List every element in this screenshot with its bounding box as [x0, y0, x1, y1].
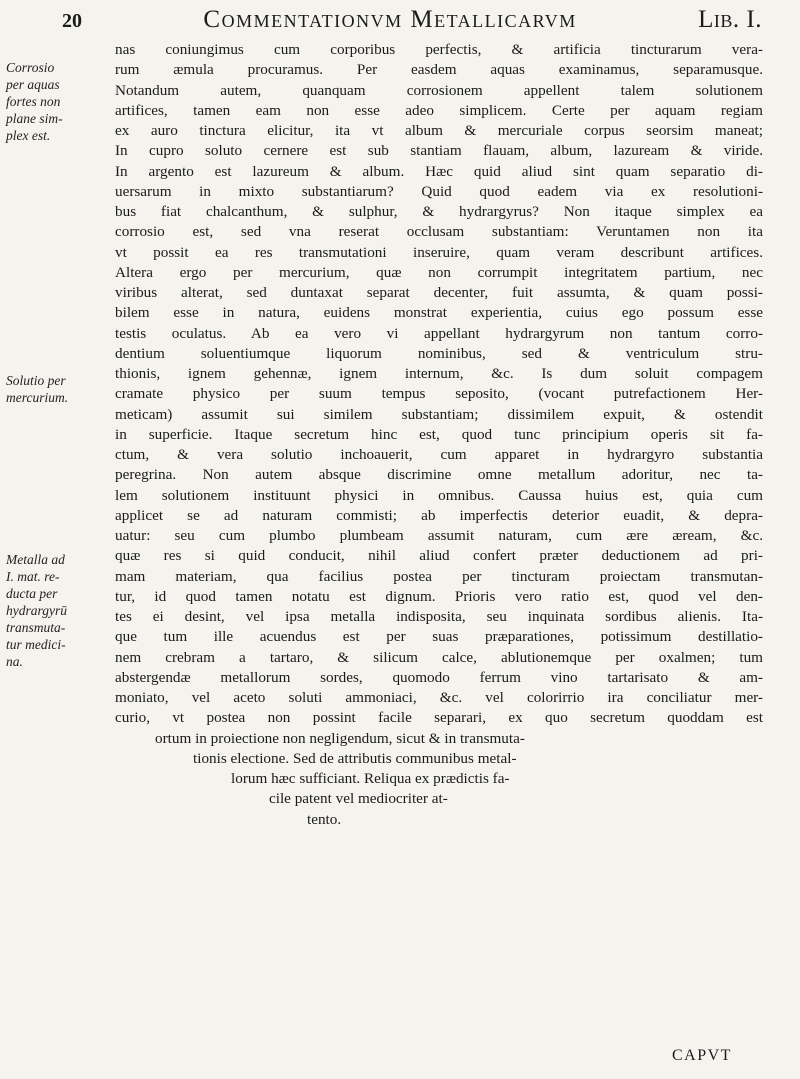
margin-note-line: ducta per — [6, 586, 58, 601]
margin-note-corrosion — [6, 59, 110, 144]
text-line: vt possit ea res transmutationi inseruire, quam veram describunt artifices. — [115, 243, 763, 261]
text-line: tur, id quod tamen notatu est dignum. Prioris vero ratio est, quod vel den- — [115, 587, 763, 605]
margin-note-line: I. mat. re- — [6, 569, 60, 584]
text-line: Notandum autem, quanquam corrosionem appellent talem solutionem — [115, 81, 763, 99]
text-line: testis oculatus. Ab ea vero vi appellant hydrargyrum non tantum corro- — [115, 324, 763, 342]
book-label: Lib. I. — [698, 6, 762, 33]
margin-note-line: Corrosio — [6, 60, 55, 75]
margin-note-line: mercurium. — [6, 390, 69, 405]
text-line: tes ei desint, vel ipsa metalla indisposita, seu inquinata sordibus alienis. Ita- — [115, 608, 763, 625]
margin-note-line: per aquas — [6, 77, 60, 92]
text-line: tento. — [307, 810, 342, 828]
text-line: meticam) assumit sui similem substantiam; dissimilem expuit, & ostendit — [115, 405, 763, 423]
text-line: cile patent vel mediocriter at- — [269, 790, 448, 808]
text-line: peregrina. Non autem absque discrimine omne metallum adoritur, nec ta- — [115, 466, 763, 484]
text-line: ctum, & vera solutio inchoauerit, cum apparet in hydrargyro substantia — [115, 446, 763, 463]
text-line: mam materiam, qua facilius postea per tincturam proiectam transmutan- — [115, 567, 763, 585]
margin-note-line: plane sim- — [6, 111, 63, 126]
page-number: 20 — [62, 10, 82, 32]
running-title: Commentationvm Metallicarvm — [203, 6, 577, 33]
margin-note-line: na. — [6, 654, 23, 669]
margin-note-line: hydrargyrū — [6, 603, 67, 618]
text-line: bilem esse in natura, euidens monstrat experientia, cuius ego possum esse — [115, 304, 763, 322]
margin-note-line: transmuta- — [6, 620, 66, 635]
margin-note-line: Metalla ad — [6, 552, 65, 567]
text-line: nem crebram a tartaro, & silicum calce, ablutionemque per oxalmen; tum — [115, 648, 763, 666]
text-line: ex auro tinctura elicitur, ita vt album & mercuriale corpus seorsim maneat; — [115, 122, 763, 139]
text-line: lem solutionem instituunt physici in omnibus. Caussa huius est, quia cum — [115, 486, 763, 504]
text-line: ortum in proiectione non negligendum, sicut & in transmuta- — [155, 729, 525, 747]
text-line: uersarum in mixto substantiarum? Quid quod eadem via ex resolutioni- — [115, 182, 763, 200]
text-line: uatur: seu cum plumbo plumbeam assumit naturam, cum ære æream, &c. — [115, 527, 763, 544]
text-line: moniato, vel aceto soluti ammoniaci, &c. vel colorirrio ira conciliatur mer- — [115, 689, 763, 706]
text-line: quæ res si quid conducit, nihil aliud confert præter deductionem ad pri- — [115, 547, 763, 565]
text-line: que tum ille acuendus est per suas præparationes, potissimum destillatio- — [115, 628, 763, 646]
text-line: cramate physico per suum tempus seposito, (vocant putrefactionem Her- — [115, 385, 763, 403]
margin-note-metals — [6, 551, 110, 670]
text-line: In argento est lazureum & album. Hæc quid aliud sint quam separatio di- — [115, 162, 763, 180]
text-line: artifices, tamen eam non esse adeo simplicem. Certe per aquam regiam — [115, 101, 763, 119]
text-line: In cupro soluto cernere est sub stantiam flauam, album, lazuream & viride. — [115, 142, 763, 160]
text-line: lorum hæc sufficiant. Reliqua ex prædictis fa- — [231, 770, 510, 787]
text-line: tionis electione. Sed de attributis communibus metal- — [193, 749, 517, 767]
text-line: in superficie. Itaque secretum hinc est, quod tunc principium operis sit fa- — [115, 425, 763, 443]
text-line: thionis, ignem gehennæ, ignem internum, &c. Is dum soluit compagem — [115, 365, 763, 382]
text-line: curio, vt postea non possint facile separari, ex quo secretum quoddam est — [115, 709, 763, 727]
margin-note-line: tur medici- — [6, 637, 66, 652]
text-line: viribus alterat, sed duntaxat separat decenter, fuit assumta, & quam possi- — [115, 284, 763, 301]
running-header — [62, 6, 762, 40]
text-line: Altera ergo per mercurium, quæ non corrumpit integritatem partium, nec — [115, 263, 763, 281]
text-line: nas coniungimus cum corporibus perfectis, & artificia tincturarum vera- — [115, 41, 763, 58]
text-line: rum æmula procuramus. Per easdem aquas examinamus, separamusque. — [115, 61, 763, 79]
text-line: corrosio est, sed vna reserat occlusam substantiam: Veruntamen non ita — [115, 223, 763, 241]
text-line: dentium soluentiumque liquorum nominibus, sed & ventriculum stru- — [115, 344, 763, 362]
margin-note-solution — [6, 372, 110, 406]
margin-note-line: Solutio per — [6, 373, 66, 388]
text-line: abstergendæ metallorum sordes, quomodo ferrum vino tartarisato & am- — [115, 668, 763, 686]
text-line: bus fiat chalcanthum, & sulphur, & hydrargyrus? Non itaque simplex ea — [115, 203, 763, 220]
margin-note-line: plex est. — [6, 128, 51, 143]
text-line: applicet se ad naturam commisti; ab imperfectis deterior euadit, & depra- — [115, 506, 763, 524]
margin-note-line: fortes non — [6, 94, 61, 109]
main-text-block — [115, 40, 763, 830]
catchword: CAPVT — [672, 1047, 732, 1064]
